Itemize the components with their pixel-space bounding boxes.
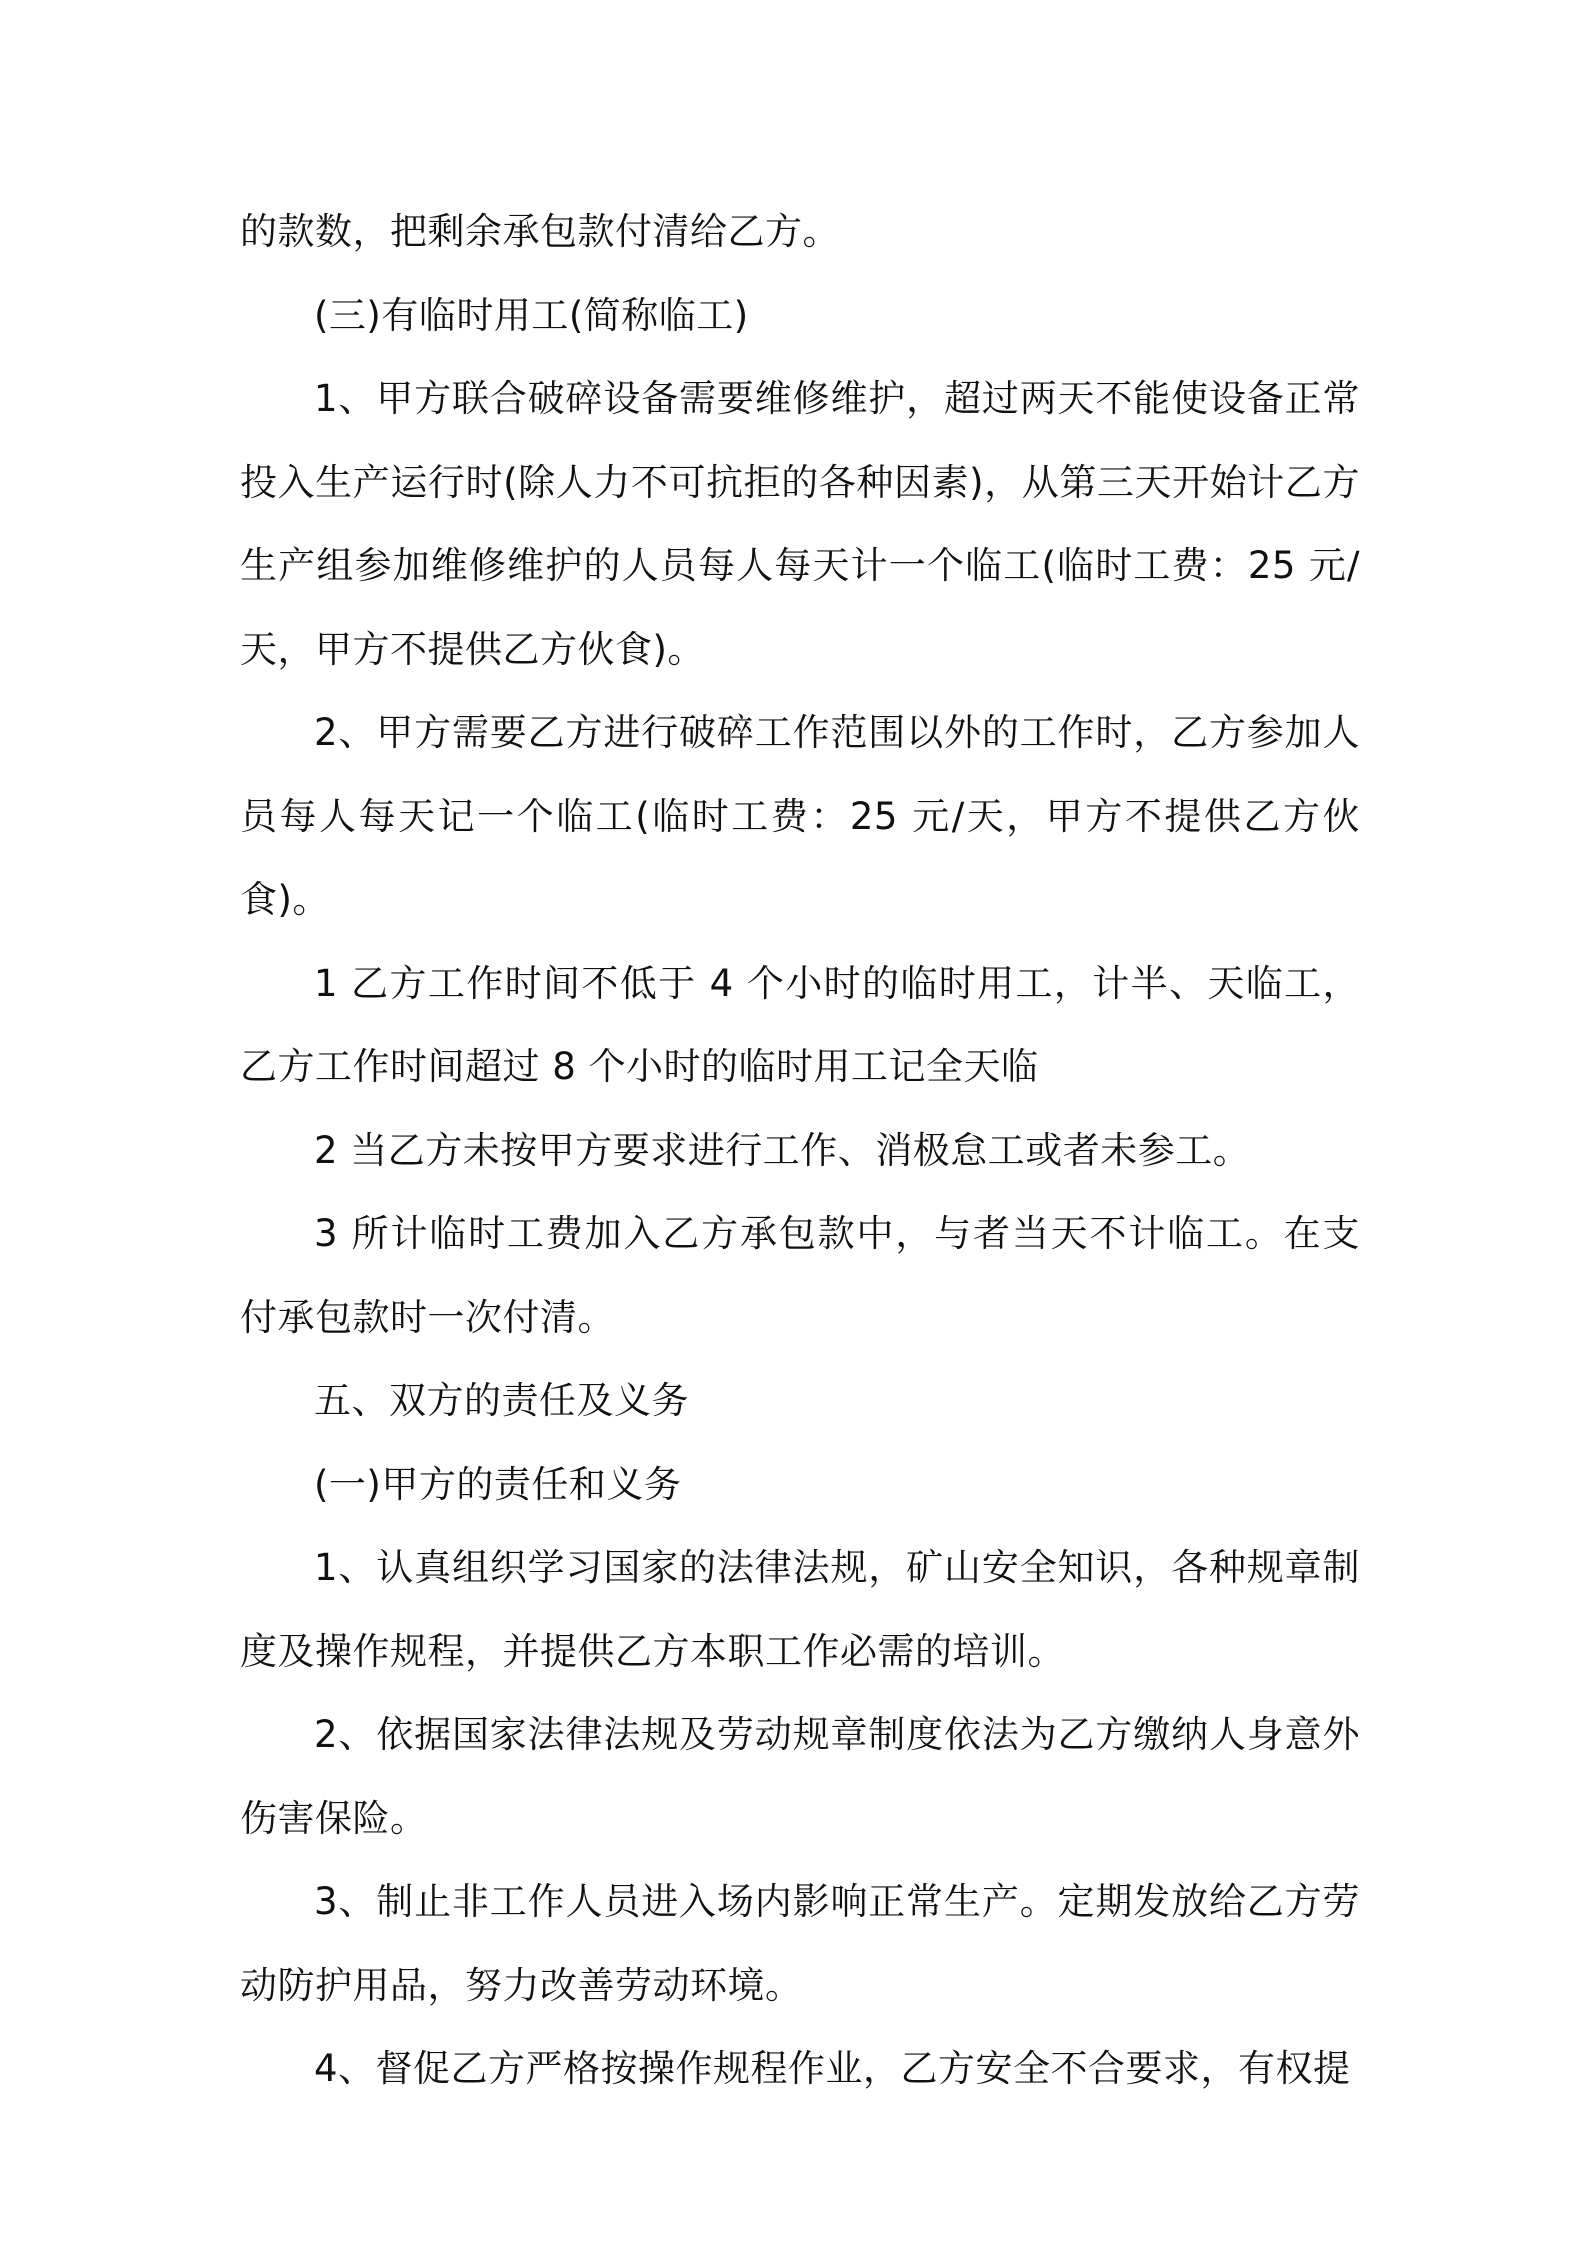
paragraph-2: (三)有临时用工(简称临工) <box>314 293 749 337</box>
paragraph-6: 2 当乙方未按甲方要求进行工作、消极怠工或者未参工。 <box>314 1128 1251 1172</box>
paragraph-5: 1 乙方工作时间不低于 4 个小时的临时用工，计半、天临工，乙方工作时间超过 8 个小时的临时用工记全天临 <box>240 961 1360 1088</box>
paragraph-8: 1、认真组织学习国家的法律法规，矿山安全知识，各种规章制度及操作规程，并提供乙方本职工作必需的培训。 <box>240 1546 1360 1673</box>
section-heading-5: 五、双方的责任及义务 <box>314 1379 689 1422</box>
paragraph-11: 4、督促乙方严格按操作规程作业，乙方安全不合要求，有权提 <box>314 2047 1351 2090</box>
paragraph-4: 2、甲方需要乙方进行破碎工作范围以外的工作时，乙方参加人员每人每天记一个临工(临时工费：25 元/天，甲方不提供乙方伙食)。 <box>240 711 1360 921</box>
subsection-heading-1: (一)甲方的责任和义务 <box>314 1462 682 1506</box>
paragraph-9: 2、依据国家法律法规及劳动规章制度依法为乙方缴纳人身意外伤害保险。 <box>240 1713 1360 1840</box>
paragraph-7: 3 所计临时工费加入乙方承包款中，与者当天不计临工。在支付承包款时一次付清。 <box>240 1212 1360 1339</box>
paragraph-1: 的款数，把剩余承包款付清给乙方。 <box>240 210 840 253</box>
paragraph-10: 3、制止非工作人员进入场内影响正常生产。定期发放给乙方劳动防护用品，努力改善劳动环境。 <box>240 1880 1360 2007</box>
document-body <box>240 190 1360 2111</box>
paragraph-3: 1、甲方联合破碎设备需要维修维护，超过两天不能使设备正常投入生产运行时(除人力不可抗拒的各种因素)，从第三天开始计乙方生产组参加维修维护的人员每人每天计一个临工(临时工费：25 元/天，甲方不提供乙方伙食)。 <box>240 377 1360 671</box>
